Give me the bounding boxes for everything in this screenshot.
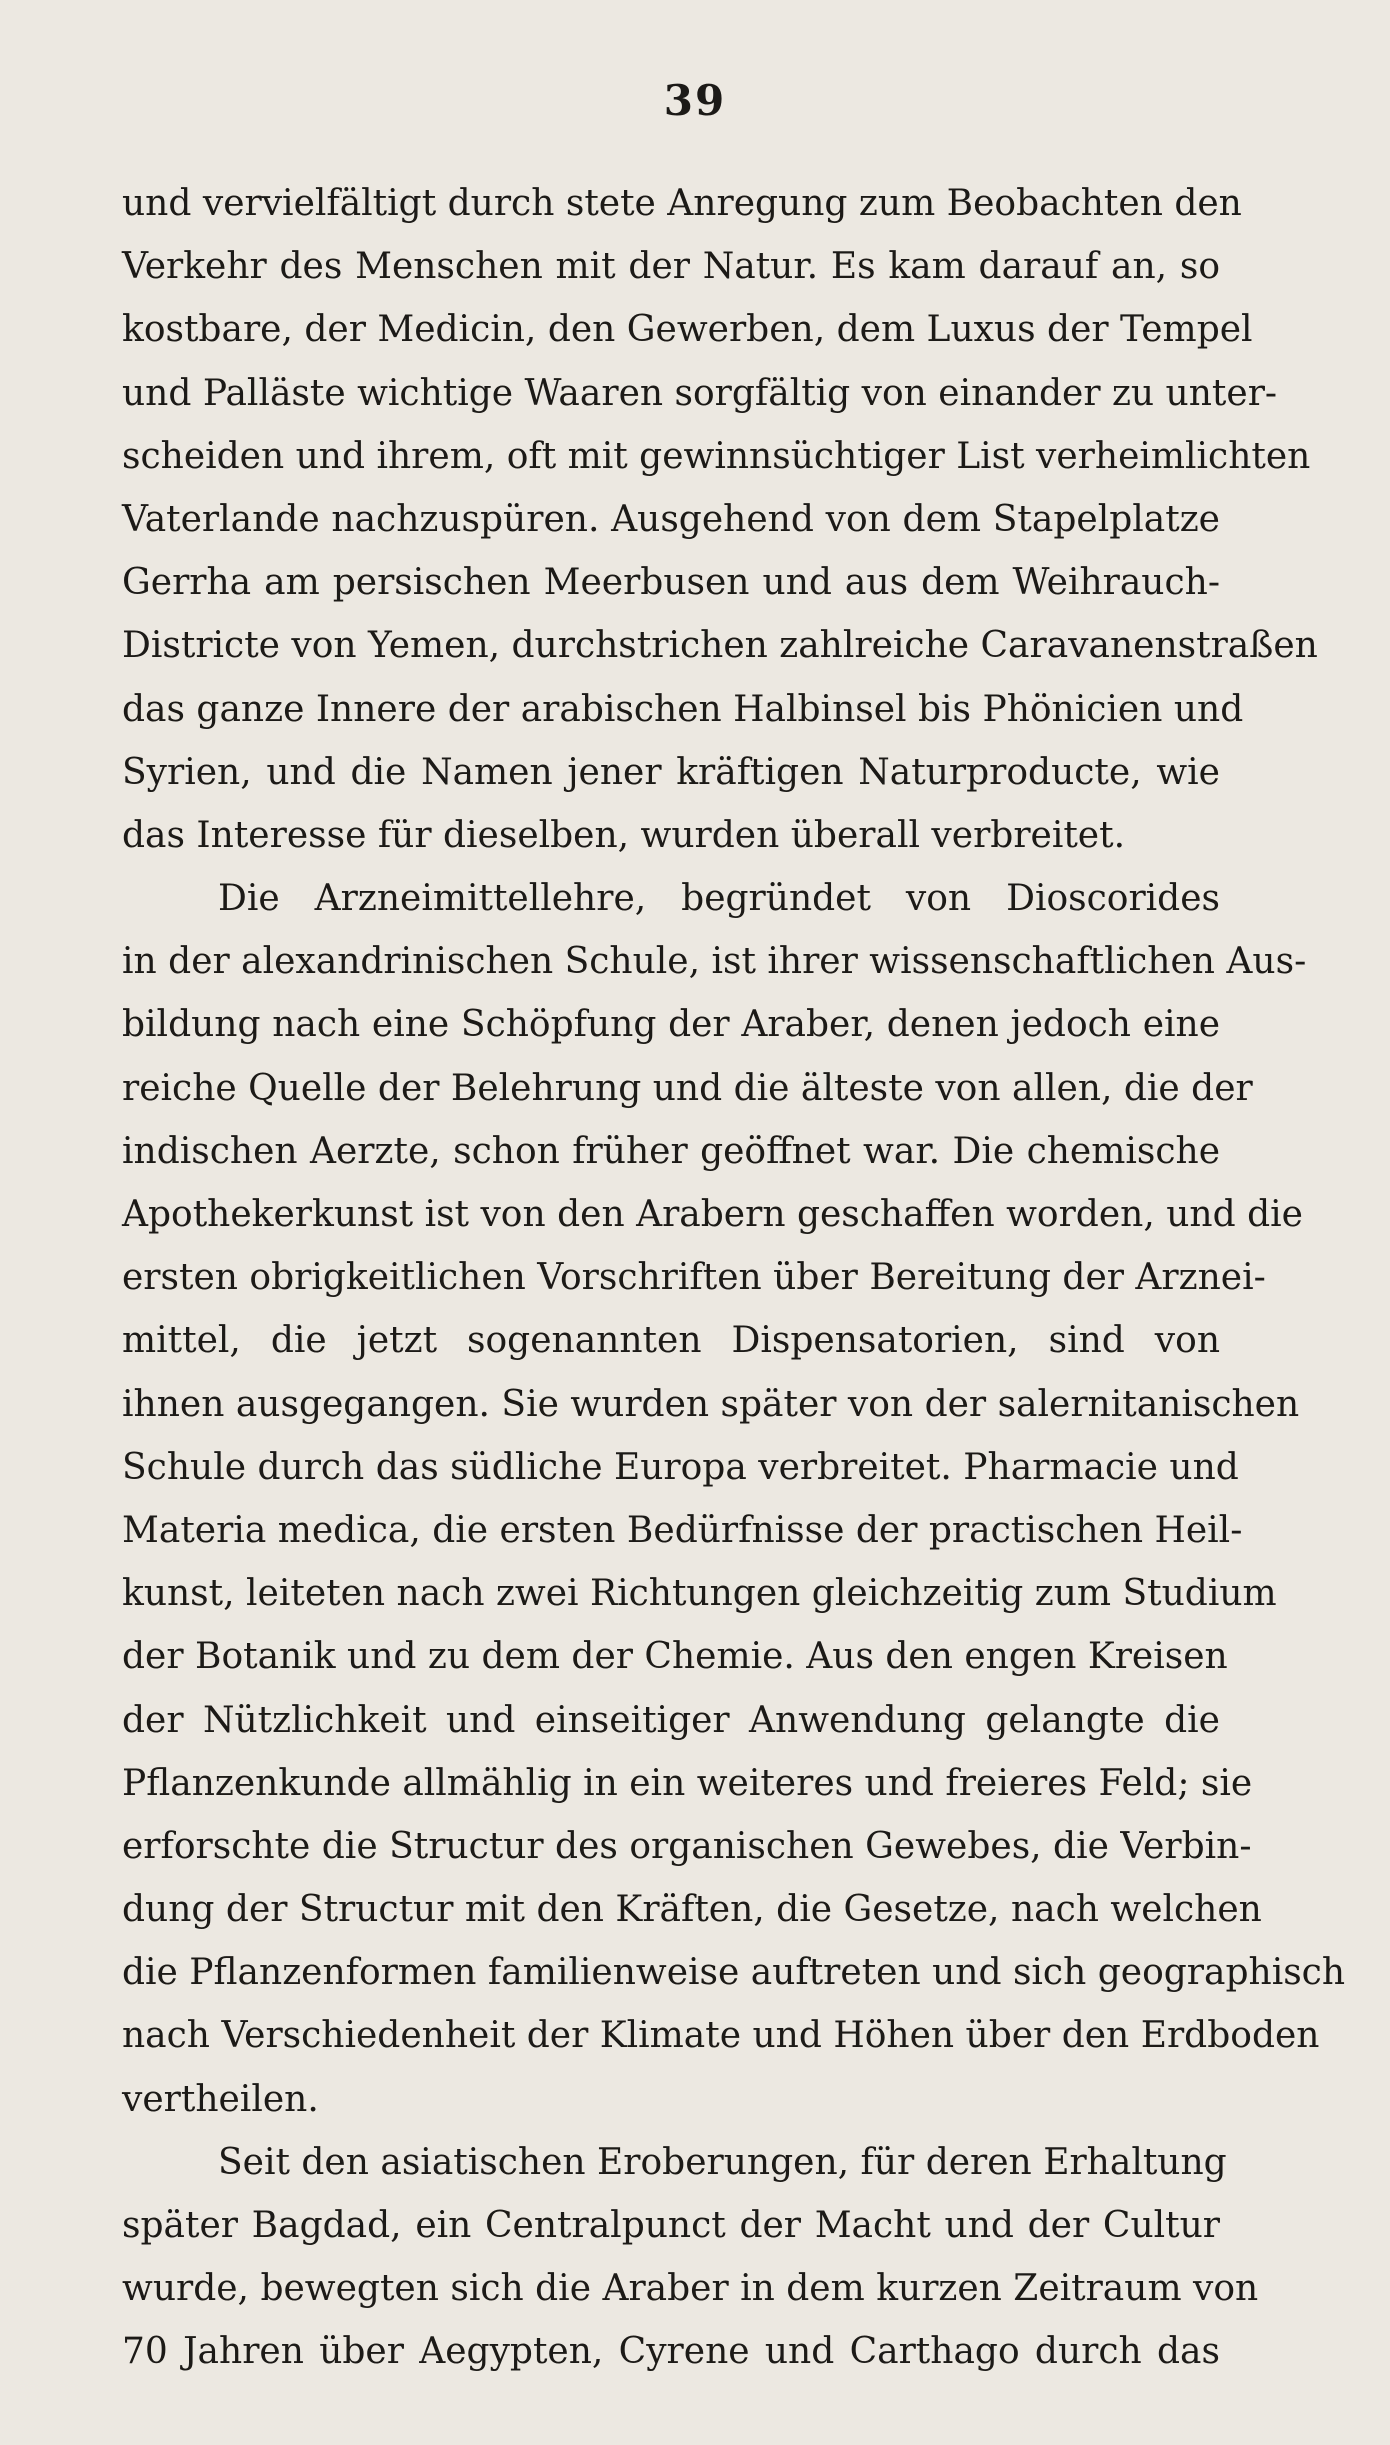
text-line: scheiden und ihrem, oft mit gewinnsüchtiger List verheimlichten (122, 435, 1311, 477)
text-line: erforschte die Structur des organischen Gewebes, die Verbin- (122, 1825, 1252, 1867)
paragraph-end-line: das Interesse für dieselben, wurden überall verbreitet. (122, 814, 1126, 856)
text-line: indischen Aerzte, schon früher geöffnet war. Die chemische (122, 1130, 1220, 1172)
text-line: Materia medica, die ersten Bedürfnisse der practischen Heil- (122, 1509, 1243, 1551)
text-line: der Botanik und zu dem der Chemie. Aus den engen Kreisen (122, 1636, 1228, 1678)
text-line: und Palläste wichtige Waaren sorgfältig von einander zu unter- (122, 372, 1278, 414)
text-line: Syrien, und die Namen jener kräftigen Naturproducte, wie (122, 751, 1220, 793)
paragraph-end-line: vertheilen. (122, 2078, 319, 2120)
text-line: kunst, leiteten nach zwei Richtungen gleichzeitig zum Studium (122, 1573, 1277, 1615)
page-number: 39 (663, 76, 727, 125)
text-line: 70 Jahren über Aegypten, Cyrene und Carthago durch das (122, 2331, 1220, 2373)
text-line: nach Verschiedenheit der Klimate und Höhen über den Erdboden (122, 2015, 1320, 2057)
text-line: später Bagdad, ein Centralpunct der Macht und der Cultur (122, 2205, 1220, 2246)
text-line: wurde, bewegten sich die Araber in dem kurzen Zeitraum von (122, 2268, 1259, 2310)
paragraph-start-line: Die Arzneimittellehre, begründet von Dioscorides (218, 878, 1220, 920)
text-line: Pflanzenkunde allmählig in ein weiteres und freieres Feld; sie (122, 1762, 1253, 1804)
body-text (122, 172, 1346, 2384)
text-line: kostbare, der Medicin, den Gewerben, dem Luxus der Tempel (122, 309, 1253, 351)
text-line: Vaterlande nachzuspüren. Ausgehend von dem Stapelplatze (122, 498, 1220, 540)
text-line: Verkehr des Menschen mit der Natur. Es kam darauf an, so (122, 246, 1220, 288)
text-line: reiche Quelle der Belehrung und die älteste von allen, die der (122, 1067, 1253, 1109)
text-line: Schule durch das südliche Europa verbreitet. Pharmacie und (122, 1446, 1239, 1488)
text-line: mittel, die jetzt sogenannten Dispensatorien, sind von (122, 1320, 1220, 1362)
text-line: bildung nach eine Schöpfung der Araber, denen jedoch eine (122, 1004, 1220, 1046)
text-line: ihnen ausgegangen. Sie wurden später von der salernitanischen (122, 1383, 1300, 1425)
text-line: dung der Structur mit den Kräften, die Gesetze, nach welchen (122, 1889, 1262, 1931)
text-line: in der alexandrinischen Schule, ist ihrer wissenschaftlichen Aus- (122, 941, 1307, 983)
text-line: Gerrha am persischen Meerbusen und aus dem Weihrauch- (122, 562, 1220, 604)
text-line: das ganze Innere der arabischen Halbinsel bis Phönicien und (122, 688, 1244, 730)
text-line: Apothekerkunst ist von den Arabern geschaffen worden, und die (122, 1194, 1303, 1235)
text-line: der Nützlichkeit und einseitiger Anwendung gelangte die (122, 1699, 1220, 1741)
text-line: Districte von Yemen, durchstrichen zahlreiche Caravanenstraßen (122, 625, 1318, 667)
text-line: die Pflanzenformen familienweise auftreten und sich geographisch (122, 1952, 1346, 1994)
paragraph-start-line: Seit den asiatischen Eroberungen, für deren Erhaltung (218, 2141, 1227, 2183)
text-line: und vervielfältigt durch stete Anregung zum Beobachten den (122, 183, 1242, 224)
text-line: ersten obrigkeitlichen Vorschriften über Bereitung der Arznei- (122, 1257, 1266, 1299)
